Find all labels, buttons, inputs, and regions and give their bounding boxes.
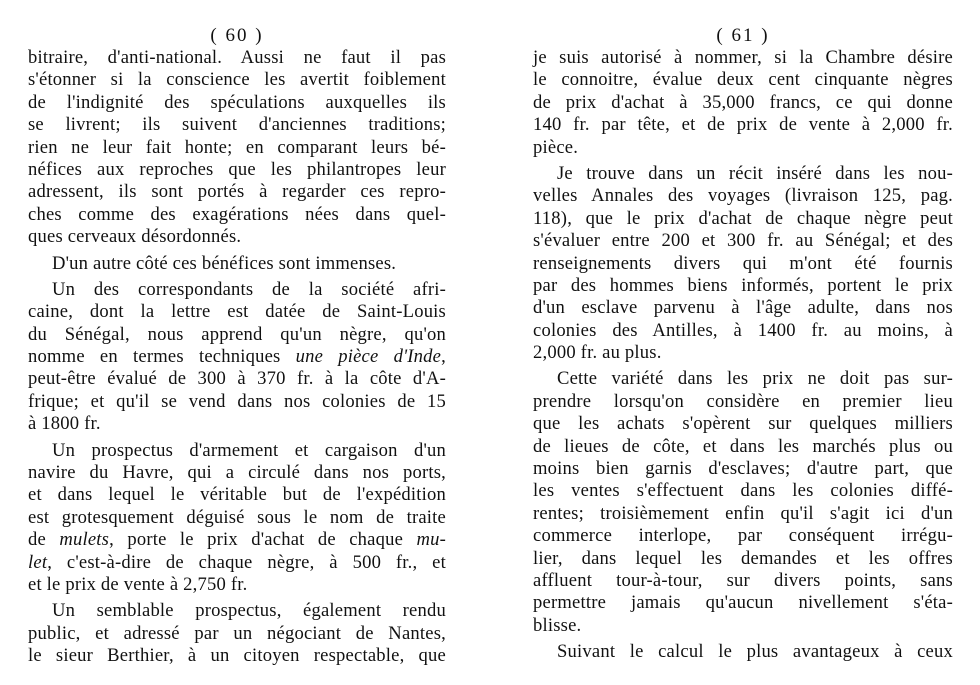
text-line: ques cerveaux désordonnés. (28, 226, 242, 248)
text-line: 118), que le prix d'achat de chaque nègre peut (533, 207, 953, 229)
text-line: lier, dans lequel les demandes et les offres (533, 547, 953, 569)
text-line: de prix d'achat à 35,000 francs, ce qui donne (533, 91, 953, 113)
text-line: adressent, ils sont portés à regarder ces repro- (28, 181, 446, 203)
text-line: je suis autorisé à nommer, si la Chambre désire (533, 47, 953, 68)
text-line: néfices aux reproches que les philantropes leur (28, 158, 446, 180)
text-line (28, 346, 446, 368)
text-line: et dans lequel le véritable but de l'expédition (28, 484, 446, 506)
text-line: Suivant le calcul le plus avantageux à ceux (557, 641, 953, 663)
text-line: colonies des Antilles, à 1400 fr. au moins, à (533, 319, 953, 341)
text-line: rien ne leur fait honte; en comparant leurs bé- (28, 136, 446, 158)
text-line: le sieur Berthier, à un citoyen respectable, que (28, 645, 446, 667)
text-line: Je trouve dans un récit inséré dans les nou- (557, 162, 953, 184)
text-segment: , c'est-à-dire de chaque nègre, à 500 fr., et (47, 551, 446, 573)
text-line: Un des correspondants de la société afri- (52, 278, 446, 300)
text-line: de lieues de côte, et dans les marchés plus ou (533, 435, 953, 457)
text-line: et le prix de vente à 2,750 fr. (28, 573, 248, 595)
text-line: velles Annales des voyages (livraison 125, pag. (533, 185, 953, 207)
text-line: commerce interlope, par conséquent irrégu- (533, 525, 953, 547)
text-line: se livrent; ils suivent d'anciennes traditions; (28, 114, 446, 136)
text-line: pièce. (533, 136, 579, 158)
text-line: Cette variété dans les prix ne doit pas sur- (557, 368, 953, 390)
text-segment: nomme en termes techniques (28, 346, 296, 368)
text-line: 140 fr. par tête, et de prix de vente à 2,000 fr. (533, 114, 953, 136)
text-line: par des hommes biens informés, portent le prix (533, 274, 953, 296)
text-line: d'un esclave parvenu à l'âge adulte, dans nos (533, 297, 953, 319)
text-line: s'évaluer entre 200 et 300 fr. au Sénégal; et des (533, 230, 953, 252)
italic-term: mu- (416, 529, 446, 551)
page-number: ( 61 ) (716, 25, 770, 46)
text-line: de l'indignité des spéculations auxquelles ils (28, 91, 446, 113)
text-line: permettre jamais qu'aucun nivellement s'éta- (533, 592, 953, 614)
text-line: s'étonner si la conscience les avertit foiblement (28, 69, 446, 91)
text-line: rentes; troisièmement enfin qu'il s'agit ici d'un (533, 502, 953, 524)
text-line: frique; et qu'il se vend dans nos colonies de 15 (28, 390, 446, 412)
text-line: D'un autre côté ces bénéfices sont immenses. (52, 252, 397, 274)
page-body (533, 47, 953, 664)
text-line: blisse. (533, 614, 582, 636)
text-segment: de (28, 529, 60, 551)
right-page (533, 0, 953, 685)
text-line: 2,000 fr. au plus. (533, 342, 662, 364)
text-line: navire du Havre, qui a circulé dans nos ports, (28, 462, 446, 484)
text-line: à 1800 fr. (28, 413, 101, 435)
page-body (28, 47, 446, 668)
text-line: que les achats s'opèrent sur quelques milliers (533, 413, 953, 435)
text-line: Un prospectus d'armement et cargaison d'un (52, 439, 446, 461)
italic-term: mulets (59, 529, 110, 551)
text-line: renseignements divers qui m'ont été fournis (533, 252, 953, 274)
left-page (28, 0, 446, 685)
text-line: moins bien garnis d'esclaves; d'autre part, que (533, 458, 953, 480)
text-segment: , porte le prix d'achat de chaque (109, 529, 417, 551)
text-line: affluent tour-à-tour, sur divers points, sans (533, 569, 953, 591)
text-line (28, 552, 446, 574)
text-segment: , (441, 346, 446, 368)
text-line: prendre lorsqu'on considère en premier lieu (533, 390, 953, 412)
text-line: le connoitre, évalue deux cent cinquante nègres (533, 69, 953, 91)
text-line: public, et adressé par un négociant de Nantes, (28, 622, 446, 644)
text-line: bitraire, d'anti-national. Aussi ne faut il pas (28, 47, 446, 68)
text-line: peut-être évalué de 300 à 370 fr. à la côte d'A- (28, 368, 446, 390)
italic-term: une pièce d'Inde (295, 346, 442, 368)
text-line (28, 529, 446, 551)
text-line: est grotesquement déguisé sous le nom de traite (28, 506, 446, 528)
text-line: Un semblable prospectus, également rendu (52, 600, 446, 622)
text-line: caine, dont la lettre est datée de Saint-Louis (28, 301, 446, 323)
text-line: les ventes s'effectuent dans les colonies diffé- (533, 480, 953, 502)
text-line: ches comme des exagérations nées dans quel- (28, 203, 446, 225)
italic-term: let (28, 551, 48, 573)
page-number: ( 60 ) (210, 25, 264, 46)
text-line: du Sénégal, nous apprend qu'un nègre, qu'on (28, 323, 446, 345)
